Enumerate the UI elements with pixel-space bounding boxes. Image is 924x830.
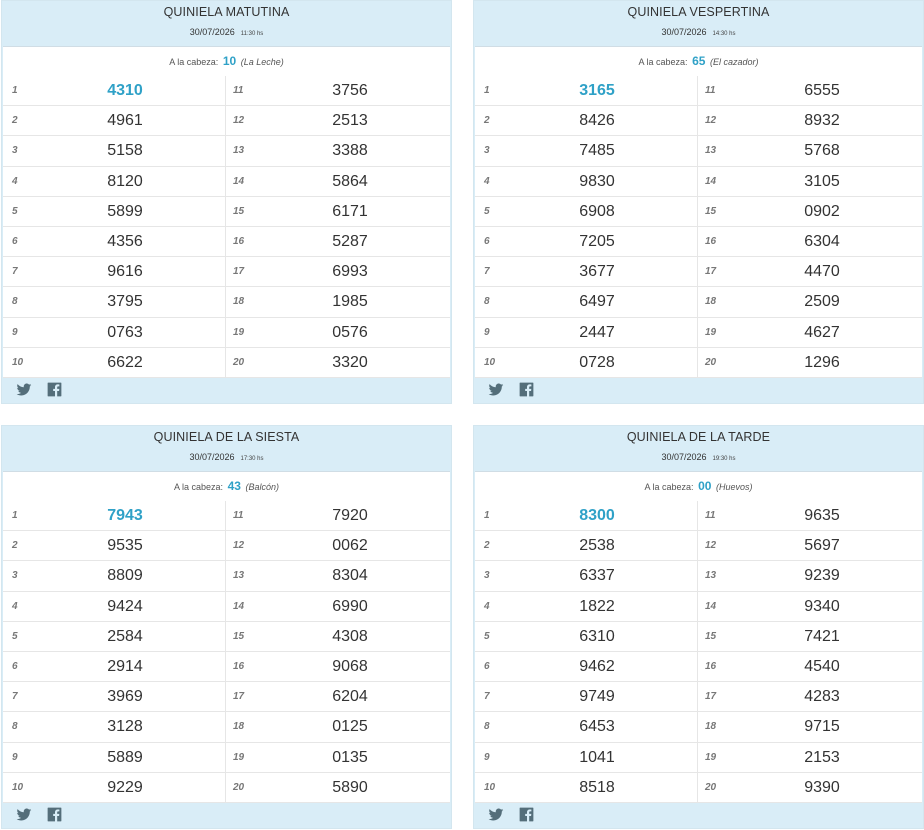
position-label: 17 — [233, 266, 245, 278]
result-number: 9390 — [804, 778, 840, 796]
result-number: 6337 — [579, 567, 615, 585]
column-divider — [225, 773, 226, 802]
position-label: 14 — [705, 600, 717, 612]
position-label: 19 — [233, 751, 245, 763]
cabeza-meaning: (La Leche) — [240, 57, 284, 67]
result-number: 4283 — [804, 688, 840, 706]
result-number: 7421 — [804, 627, 840, 645]
position-label: 10 — [484, 781, 496, 793]
column-divider — [697, 773, 698, 802]
position-label: 13 — [233, 570, 245, 582]
result-number: 9715 — [804, 718, 840, 736]
position-label: 4 — [12, 600, 18, 612]
result-number: 5158 — [107, 142, 143, 160]
column-divider — [225, 682, 226, 711]
result-number: 3320 — [332, 353, 368, 371]
table-row — [475, 76, 922, 106]
card-title: QUINIELA DE LA TARDE — [626, 430, 771, 444]
position-label: 10 — [12, 356, 24, 368]
result-number: 0728 — [579, 353, 615, 371]
table-row — [3, 773, 450, 803]
cabeza-line — [475, 471, 922, 502]
table-row — [3, 712, 450, 742]
table-row — [475, 136, 922, 166]
column-divider — [697, 592, 698, 621]
position-label: 8 — [484, 296, 490, 308]
draw-date: 30/07/2026 — [661, 27, 707, 37]
position-label: 4 — [484, 600, 490, 612]
share-bar — [474, 801, 923, 828]
table-row — [475, 257, 922, 287]
column-divider — [697, 652, 698, 681]
draw-time: 17:30 hs — [240, 456, 264, 462]
table-row — [3, 318, 450, 348]
result-number: 2584 — [107, 627, 143, 645]
result-number: 2513 — [332, 112, 368, 130]
table-row — [475, 712, 922, 742]
result-number: 9462 — [579, 658, 615, 675]
column-divider — [225, 743, 226, 772]
position-label: 6 — [12, 661, 18, 672]
result-number: 5864 — [332, 172, 368, 190]
position-label: 7 — [484, 266, 490, 278]
column-divider — [697, 136, 698, 165]
table-row — [475, 682, 922, 712]
result-number: 7485 — [579, 142, 615, 160]
draw-date: 30/07/2026 — [189, 27, 235, 37]
position-label: 11 — [705, 85, 716, 96]
result-number: 9535 — [107, 537, 143, 555]
position-label: 20 — [233, 781, 245, 793]
result-number: 9239 — [804, 567, 840, 585]
facebook-icon[interactable] — [519, 382, 535, 398]
result-number: 9424 — [107, 597, 143, 615]
table-row — [3, 652, 450, 682]
result-number: 3969 — [107, 688, 143, 706]
results-table — [475, 76, 922, 378]
result-number: 5890 — [332, 778, 368, 796]
table-row — [475, 743, 922, 773]
position-label: 14 — [233, 175, 245, 187]
position-label: 18 — [233, 721, 245, 733]
results-table — [3, 501, 450, 803]
result-number: 5287 — [332, 233, 368, 250]
position-label: 15 — [233, 630, 245, 642]
position-label: 12 — [233, 540, 245, 552]
result-number: 5899 — [107, 202, 143, 220]
share-bar — [2, 801, 451, 828]
result-number: 6453 — [579, 718, 615, 736]
result-number: 1822 — [579, 597, 615, 615]
table-row — [475, 167, 922, 197]
facebook-icon[interactable] — [47, 807, 63, 823]
result-number: 2447 — [579, 323, 615, 341]
column-divider — [697, 76, 698, 105]
table-row — [3, 531, 450, 561]
position-label: 9 — [484, 751, 490, 763]
column-divider — [225, 136, 226, 165]
position-label: 10 — [12, 781, 24, 793]
position-label: 1 — [12, 510, 18, 521]
results-table — [475, 501, 922, 803]
result-number: 2153 — [804, 748, 840, 766]
position-label: 20 — [705, 356, 717, 368]
column-divider — [697, 531, 698, 560]
result-number: 0125 — [332, 718, 368, 736]
table-row — [475, 531, 922, 561]
result-number: 3165 — [579, 82, 615, 99]
result-number: 5889 — [107, 748, 143, 766]
position-label: 13 — [705, 570, 717, 582]
quiniela-card — [473, 425, 924, 829]
twitter-icon[interactable] — [16, 807, 32, 823]
position-label: 6 — [484, 236, 490, 247]
position-label: 1 — [484, 510, 490, 521]
column-divider — [697, 743, 698, 772]
result-number: 9229 — [107, 778, 143, 796]
table-row — [475, 501, 922, 531]
position-label: 3 — [484, 570, 490, 582]
draw-date: 30/07/2026 — [661, 452, 707, 462]
card-title: QUINIELA DE LA SIESTA — [153, 430, 300, 444]
cabeza-meaning: (Huevos) — [715, 482, 753, 492]
result-number: 8932 — [804, 112, 840, 130]
result-number: 6622 — [107, 353, 143, 371]
position-label: 7 — [12, 266, 18, 278]
result-number: 0763 — [107, 323, 143, 341]
column-divider — [697, 561, 698, 590]
column-divider — [697, 197, 698, 226]
position-label: 12 — [705, 540, 717, 552]
result-number: 5697 — [804, 537, 840, 555]
result-number: 7205 — [579, 233, 615, 250]
table-row — [3, 197, 450, 227]
share-bar — [474, 376, 923, 403]
position-label: 11 — [233, 510, 244, 521]
result-number: 9830 — [579, 172, 615, 190]
position-label: 5 — [484, 205, 490, 217]
position-label: 12 — [705, 115, 717, 127]
position-label: 17 — [705, 691, 717, 703]
position-label: 2 — [12, 115, 18, 127]
position-label: 6 — [484, 661, 490, 672]
column-divider — [225, 348, 226, 377]
card-date — [2, 452, 451, 462]
quiniela-card — [1, 0, 452, 404]
column-divider — [225, 622, 226, 651]
result-number: 6990 — [332, 597, 368, 615]
position-label: 2 — [484, 115, 490, 127]
column-divider — [225, 257, 226, 286]
position-label: 14 — [233, 600, 245, 612]
table-row — [475, 318, 922, 348]
position-label: 4 — [12, 175, 18, 187]
cabeza-label: A la cabeza: — [638, 57, 688, 67]
position-label: 5 — [12, 205, 18, 217]
card-header — [474, 426, 923, 471]
position-label: 4 — [484, 175, 490, 187]
table-row — [3, 501, 450, 531]
result-number: 1985 — [332, 293, 368, 311]
table-row — [3, 592, 450, 622]
card-date — [2, 27, 451, 37]
result-number: 3756 — [332, 82, 368, 99]
column-divider — [697, 106, 698, 135]
result-number: 2509 — [804, 293, 840, 311]
result-number: 3128 — [107, 718, 143, 736]
position-label: 19 — [233, 326, 245, 338]
result-number: 9068 — [332, 658, 368, 675]
table-row — [3, 561, 450, 591]
result-number: 6310 — [579, 627, 615, 645]
position-label: 2 — [484, 540, 490, 552]
result-number: 8304 — [332, 567, 368, 585]
table-row — [475, 197, 922, 227]
result-number: 4308 — [332, 627, 368, 645]
result-number: 6204 — [332, 688, 368, 706]
position-label: 8 — [12, 721, 18, 733]
column-divider — [225, 592, 226, 621]
cabeza-number: 00 — [698, 479, 712, 493]
table-row — [3, 106, 450, 136]
result-number: 4961 — [107, 112, 143, 130]
draw-time: 19:30 hs — [712, 456, 736, 462]
twitter-icon[interactable] — [488, 807, 504, 823]
table-row — [3, 743, 450, 773]
column-divider — [225, 652, 226, 681]
column-divider — [697, 348, 698, 377]
cabeza-meaning: (El cazador) — [709, 57, 759, 67]
position-label: 13 — [705, 145, 717, 157]
result-number: 8300 — [579, 507, 615, 524]
result-number: 6304 — [804, 233, 840, 250]
position-label: 20 — [705, 781, 717, 793]
table-row — [3, 287, 450, 317]
result-number: 4540 — [804, 658, 840, 675]
table-row — [3, 257, 450, 287]
position-label: 12 — [233, 115, 245, 127]
column-divider — [225, 561, 226, 590]
column-divider — [697, 227, 698, 256]
position-label: 13 — [233, 145, 245, 157]
table-row — [475, 622, 922, 652]
result-number: 4627 — [804, 323, 840, 341]
facebook-icon[interactable] — [519, 807, 535, 823]
result-number: 4470 — [804, 263, 840, 281]
table-row — [475, 227, 922, 257]
result-number: 3388 — [332, 142, 368, 160]
result-number: 4310 — [107, 82, 143, 99]
position-label: 16 — [233, 661, 245, 672]
table-row — [475, 773, 922, 803]
result-number: 0135 — [332, 748, 368, 766]
position-label: 8 — [484, 721, 490, 733]
table-row — [3, 622, 450, 652]
card-title: QUINIELA VESPERTINA — [627, 5, 770, 19]
position-label: 5 — [484, 630, 490, 642]
position-label: 18 — [705, 721, 717, 733]
position-label: 16 — [233, 236, 245, 247]
result-number: 8120 — [107, 172, 143, 190]
column-divider — [225, 76, 226, 105]
cabeza-line — [475, 46, 922, 77]
table-row — [3, 348, 450, 378]
cabeza-meaning: (Balcón) — [245, 482, 279, 492]
position-label: 15 — [233, 205, 245, 217]
column-divider — [225, 531, 226, 560]
quiniela-card — [1, 425, 452, 829]
cabeza-number: 10 — [222, 54, 237, 68]
result-number: 6993 — [332, 263, 368, 281]
cabeza-line — [3, 471, 450, 502]
position-label: 15 — [705, 205, 717, 217]
result-number: 2538 — [579, 537, 615, 555]
cabeza-label: A la cabeza: — [644, 482, 694, 492]
column-divider — [225, 197, 226, 226]
position-label: 11 — [705, 510, 716, 521]
position-label: 3 — [12, 145, 18, 157]
result-number: 5768 — [804, 142, 840, 160]
cabeza-label: A la cabeza: — [174, 482, 224, 492]
position-label: 7 — [12, 691, 18, 703]
result-number: 2914 — [107, 658, 143, 675]
column-divider — [225, 287, 226, 316]
card-date — [474, 27, 923, 37]
position-label: 10 — [484, 356, 496, 368]
table-row — [475, 287, 922, 317]
result-number: 8518 — [579, 778, 615, 796]
position-label: 7 — [484, 691, 490, 703]
result-number: 0062 — [332, 537, 368, 555]
card-title: QUINIELA MATUTINA — [163, 5, 290, 19]
result-number: 6908 — [579, 202, 615, 220]
result-number: 9340 — [804, 597, 840, 615]
column-divider — [697, 682, 698, 711]
position-label: 3 — [12, 570, 18, 582]
position-label: 5 — [12, 630, 18, 642]
table-row — [475, 652, 922, 682]
result-number: 1041 — [579, 748, 615, 766]
column-divider — [225, 712, 226, 741]
card-header — [2, 1, 451, 46]
table-row — [475, 106, 922, 136]
position-label: 9 — [12, 326, 18, 338]
position-label: 8 — [12, 296, 18, 308]
position-label: 19 — [705, 751, 717, 763]
column-divider — [225, 106, 226, 135]
position-label: 11 — [233, 85, 244, 96]
result-number: 9635 — [804, 507, 840, 524]
table-row — [475, 561, 922, 591]
table-row — [475, 348, 922, 378]
column-divider — [697, 622, 698, 651]
position-label: 16 — [705, 236, 717, 247]
position-label: 20 — [233, 356, 245, 368]
position-label: 1 — [484, 85, 490, 96]
position-label: 18 — [233, 296, 245, 308]
position-label: 3 — [484, 145, 490, 157]
quiniela-card — [473, 0, 924, 404]
result-number: 3105 — [804, 172, 840, 190]
position-label: 2 — [12, 540, 18, 552]
position-label: 9 — [484, 326, 490, 338]
result-number: 0902 — [804, 202, 840, 220]
table-row — [3, 227, 450, 257]
twitter-icon[interactable] — [16, 382, 32, 398]
column-divider — [225, 501, 226, 530]
position-label: 6 — [12, 236, 18, 247]
result-number: 3795 — [107, 293, 143, 311]
draw-date: 30/07/2026 — [189, 452, 235, 462]
draw-time: 14:30 hs — [712, 31, 736, 37]
position-label: 1 — [12, 85, 18, 96]
table-row — [3, 167, 450, 197]
result-number: 7920 — [332, 507, 368, 524]
result-number: 3677 — [579, 263, 615, 281]
table-row — [475, 592, 922, 622]
position-label: 17 — [705, 266, 717, 278]
column-divider — [697, 501, 698, 530]
column-divider — [225, 167, 226, 196]
column-divider — [697, 287, 698, 316]
result-number: 8426 — [579, 112, 615, 130]
position-label: 17 — [233, 691, 245, 703]
result-number: 6171 — [332, 202, 368, 220]
result-number: 0576 — [332, 323, 368, 341]
card-header — [474, 1, 923, 46]
column-divider — [225, 227, 226, 256]
result-number: 1296 — [804, 353, 840, 371]
position-label: 14 — [705, 175, 717, 187]
card-date — [474, 452, 923, 462]
table-row — [3, 76, 450, 106]
column-divider — [697, 318, 698, 347]
cabeza-label: A la cabeza: — [169, 57, 219, 67]
table-row — [3, 682, 450, 712]
result-number: 9616 — [107, 263, 143, 281]
position-label: 9 — [12, 751, 18, 763]
card-header — [2, 426, 451, 471]
results-table — [3, 76, 450, 378]
result-number: 9749 — [579, 688, 615, 706]
draw-time: 11:30 hs — [240, 31, 264, 37]
share-bar — [2, 376, 451, 403]
column-divider — [225, 318, 226, 347]
position-label: 19 — [705, 326, 717, 338]
twitter-icon[interactable] — [488, 382, 504, 398]
result-number: 6555 — [804, 82, 840, 99]
cabeza-number: 65 — [692, 54, 706, 68]
position-label: 16 — [705, 661, 717, 672]
cabeza-line — [3, 46, 450, 77]
column-divider — [697, 257, 698, 286]
table-row — [3, 136, 450, 166]
result-number: 7943 — [107, 507, 143, 524]
column-divider — [697, 712, 698, 741]
result-number: 6497 — [579, 293, 615, 311]
result-number: 8809 — [107, 567, 143, 585]
cabeza-number: 43 — [227, 479, 241, 493]
column-divider — [697, 167, 698, 196]
position-label: 18 — [705, 296, 717, 308]
position-label: 15 — [705, 630, 717, 642]
result-number: 4356 — [107, 233, 143, 250]
facebook-icon[interactable] — [47, 382, 63, 398]
